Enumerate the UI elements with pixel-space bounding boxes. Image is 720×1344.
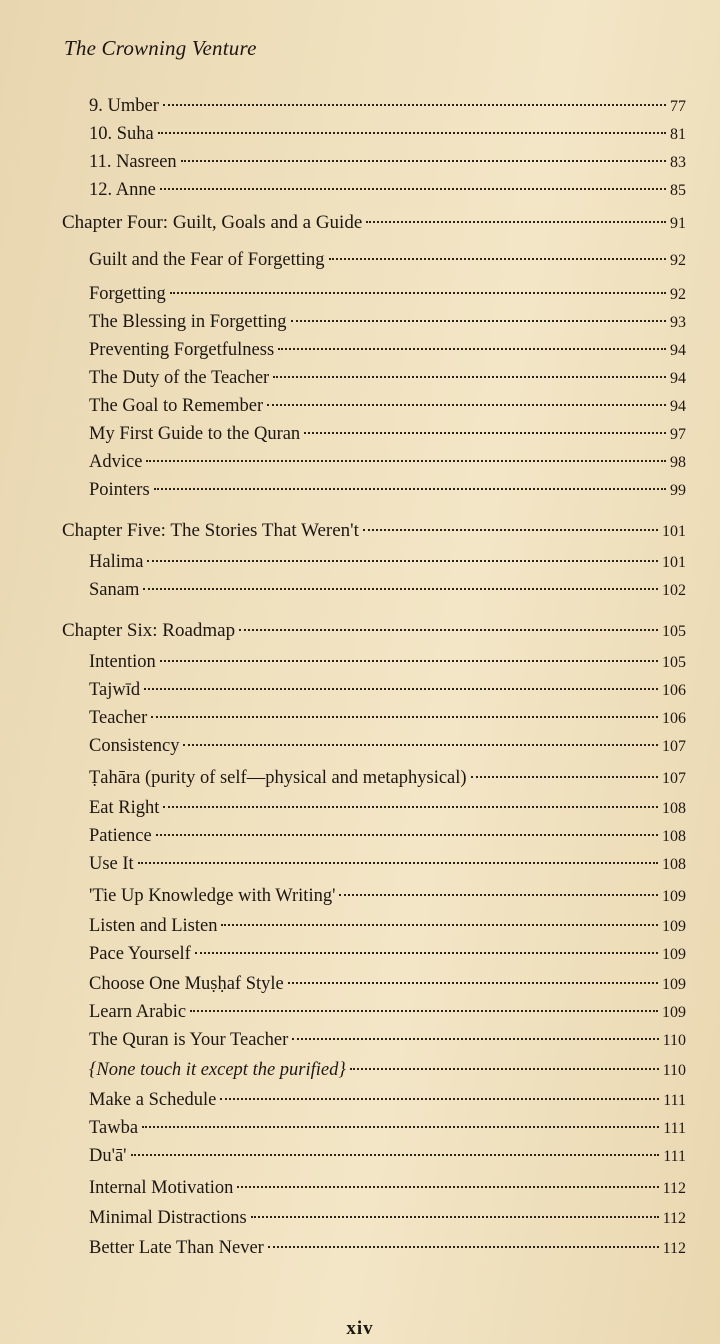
toc-entry-title: Use It — [89, 854, 134, 874]
toc-entry-page-number: 111 — [663, 1148, 686, 1165]
dot-leader — [237, 1186, 658, 1188]
toc-entry-title: 9. Umber — [89, 96, 159, 116]
toc-entry-page-number: 105 — [662, 654, 686, 671]
toc-entry-title: The Quran is Your Teacher — [89, 1030, 289, 1050]
toc-entry-title: Chapter Six: Roadmap — [62, 620, 236, 641]
dot-leader — [273, 376, 666, 378]
toc-section-entry — [89, 580, 686, 601]
dot-leader — [158, 132, 666, 134]
toc-entry-title: The Blessing in Forgetting — [89, 312, 287, 332]
toc-entry-page-number: 94 — [670, 370, 686, 387]
toc-entry-page-number: 83 — [670, 154, 686, 171]
toc-section-entry — [89, 708, 686, 729]
toc-entry-title: 10. Suha — [89, 124, 154, 144]
toc-section-entry — [89, 552, 686, 573]
toc-entry-page-number: 111 — [663, 1120, 686, 1137]
toc-entry-title: Teacher — [89, 708, 148, 728]
toc-entry-page-number: 77 — [670, 98, 686, 115]
running-head: The Crowning Venture — [64, 36, 257, 60]
toc-entry-page-number: 107 — [662, 770, 686, 787]
dot-leader — [163, 806, 658, 808]
toc-section-entry — [89, 250, 686, 271]
toc-entry-title: Forgetting — [89, 284, 166, 304]
toc-section-entry — [89, 1178, 686, 1199]
toc-entry-page-number: 110 — [662, 1062, 686, 1079]
toc-section-entry — [89, 452, 686, 473]
toc-entry-title: Make a Schedule — [89, 1090, 217, 1110]
toc-section-entry — [89, 312, 686, 333]
page-folio: xiv — [346, 1318, 374, 1339]
toc-entry-title: Du'ā' — [89, 1146, 127, 1166]
toc-section-entry — [89, 1208, 686, 1229]
dot-leader — [239, 629, 658, 631]
toc-entry-page-number: 110 — [662, 1032, 686, 1049]
dot-leader — [288, 982, 658, 984]
toc-section-entry — [89, 652, 686, 673]
toc-entry-page-number: 109 — [662, 946, 686, 963]
toc-section-entry — [89, 1030, 686, 1051]
dot-leader — [146, 460, 666, 462]
toc-entry-page-number: 106 — [662, 710, 686, 727]
toc-entry-page-number: 106 — [662, 682, 686, 699]
toc-entry-title: Eat Right — [89, 798, 160, 818]
toc-entry-page-number: 109 — [662, 888, 686, 905]
dot-leader — [268, 1246, 659, 1248]
toc-entry-title: Minimal Distractions — [89, 1208, 247, 1228]
toc-entry-page-number: 101 — [662, 554, 686, 571]
toc-section-entry — [89, 798, 686, 819]
toc-section-entry — [89, 152, 686, 173]
toc-entry-page-number: 99 — [670, 482, 686, 499]
toc-entry-title: 12. Anne — [89, 180, 156, 200]
toc-entry-title: Chapter Five: The Stories That Weren't — [62, 520, 359, 541]
dot-leader — [147, 560, 658, 562]
toc-section-entry — [89, 886, 686, 907]
dot-leader — [304, 432, 666, 434]
dot-leader — [181, 160, 666, 162]
toc-entry-page-number: 94 — [670, 398, 686, 415]
toc-entry-title: Pointers — [89, 480, 150, 500]
toc-entry-title: Halima — [89, 552, 144, 572]
toc-entry-title: Listen and Listen — [89, 916, 218, 936]
toc-entry-page-number: 85 — [670, 182, 686, 199]
toc-entry-page-number: 108 — [662, 856, 686, 873]
toc-section-entry — [89, 1060, 686, 1081]
toc-entry-page-number: 97 — [670, 426, 686, 443]
toc-entry-page-number: 109 — [662, 1004, 686, 1021]
dot-leader — [190, 1010, 658, 1012]
toc-entry-page-number: 98 — [670, 454, 686, 471]
dot-leader — [195, 952, 658, 954]
toc-entry-title: Choose One Muṣḥaf Style — [89, 974, 284, 994]
toc-entry-page-number: 92 — [670, 286, 686, 303]
toc-entry-title: Preventing Forgetfulness — [89, 340, 275, 360]
toc-entry-title: 11. Nasreen — [89, 152, 177, 172]
dot-leader — [144, 688, 658, 690]
dot-leader — [160, 660, 658, 662]
dot-leader — [154, 488, 666, 490]
dot-leader — [170, 292, 666, 294]
dot-leader — [138, 862, 658, 864]
toc-entry-title: Patience — [89, 826, 152, 846]
toc-entry-title: Intention — [89, 652, 156, 672]
dot-leader — [291, 320, 666, 322]
toc-entry-page-number: 112 — [662, 1180, 686, 1197]
toc-entry-page-number: 102 — [662, 582, 686, 599]
dot-leader — [278, 348, 666, 350]
dot-leader — [350, 1068, 659, 1070]
toc-section-entry — [89, 1146, 686, 1167]
toc-section-entry — [89, 480, 686, 501]
toc-section-entry — [89, 1090, 686, 1111]
toc-section-entry — [89, 944, 686, 965]
toc-section-entry — [89, 736, 686, 757]
toc-entry-title: Pace Yourself — [89, 944, 191, 964]
toc-entry-title: {None touch it except the purified} — [89, 1060, 346, 1080]
toc-entry-page-number: 108 — [662, 828, 686, 845]
toc-entry-page-number: 91 — [670, 215, 686, 232]
toc-entry-title: Sanam — [89, 580, 140, 600]
dot-leader — [471, 776, 658, 778]
toc-entry-title: Tajwīd — [89, 680, 141, 700]
toc-entry-page-number: 112 — [662, 1240, 686, 1257]
dot-leader — [339, 894, 658, 896]
toc-entry-page-number: 93 — [670, 314, 686, 331]
dot-leader — [160, 188, 666, 190]
dot-leader — [251, 1216, 659, 1218]
dot-leader — [163, 104, 666, 106]
toc-entry-title: Consistency — [89, 736, 180, 756]
dot-leader — [366, 221, 666, 223]
toc-section-entry — [89, 974, 686, 995]
toc-entry-page-number: 109 — [662, 918, 686, 935]
dot-leader — [221, 924, 658, 926]
toc-section-entry — [89, 424, 686, 445]
toc-section-entry — [89, 124, 686, 145]
toc-section-entry — [89, 854, 686, 875]
dot-leader — [143, 588, 658, 590]
toc-entry-title: Chapter Four: Guilt, Goals and a Guide — [62, 212, 363, 233]
toc-entry-title: My First Guide to the Quran — [89, 424, 301, 444]
toc-entry-page-number: 105 — [662, 623, 686, 640]
toc-entry-title: Tawba — [89, 1118, 139, 1138]
toc-entry-title: Advice — [89, 452, 143, 472]
toc-section-entry — [89, 340, 686, 361]
dot-leader — [267, 404, 666, 406]
dot-leader — [220, 1098, 659, 1100]
toc-section-entry — [89, 1002, 686, 1023]
toc-section-entry — [89, 826, 686, 847]
toc-section-entry — [89, 96, 686, 117]
toc-entry-page-number: 108 — [662, 800, 686, 817]
dot-leader — [183, 744, 658, 746]
toc-entry-page-number: 101 — [662, 523, 686, 540]
dot-leader — [292, 1038, 658, 1040]
toc-section-entry — [89, 180, 686, 201]
toc-section-entry — [89, 396, 686, 417]
toc-section-entry — [89, 1238, 686, 1259]
toc-entry-title: Internal Motivation — [89, 1178, 234, 1198]
dot-leader — [156, 834, 658, 836]
toc-section-entry — [89, 1118, 686, 1139]
dot-leader — [151, 716, 658, 718]
toc-entry-title: Better Late Than Never — [89, 1238, 264, 1258]
toc-entry-title: The Duty of the Teacher — [89, 368, 270, 388]
toc-entry-page-number: 107 — [662, 738, 686, 755]
dot-leader — [131, 1154, 660, 1156]
toc-section-entry — [89, 916, 686, 937]
toc-section-entry — [89, 368, 686, 389]
toc-entry-page-number: 111 — [663, 1092, 686, 1109]
toc-entry-page-number: 81 — [670, 126, 686, 143]
toc-chapter-entry — [62, 212, 686, 234]
toc-section-entry — [89, 768, 686, 789]
toc-entry-title: Learn Arabic — [89, 1002, 187, 1022]
toc-entry-page-number: 94 — [670, 342, 686, 359]
toc-entry-title: 'Tie Up Knowledge with Writing' — [89, 886, 336, 906]
toc-entry-page-number: 112 — [662, 1210, 686, 1227]
toc-section-entry — [89, 284, 686, 305]
dot-leader — [329, 258, 667, 260]
toc-entry-page-number: 109 — [662, 976, 686, 993]
toc-entry-title: The Goal to Remember — [89, 396, 264, 416]
dot-leader — [142, 1126, 659, 1128]
toc-entry-title: Guilt and the Fear of Forgetting — [89, 250, 325, 270]
toc-entry-title: Ṭahāra (purity of self—physical and metaphysical) — [89, 768, 467, 788]
toc-chapter-entry — [62, 620, 686, 642]
toc-section-entry — [89, 680, 686, 701]
toc-entry-page-number: 92 — [670, 252, 686, 269]
dot-leader — [363, 529, 658, 531]
toc-chapter-entry — [62, 520, 686, 542]
